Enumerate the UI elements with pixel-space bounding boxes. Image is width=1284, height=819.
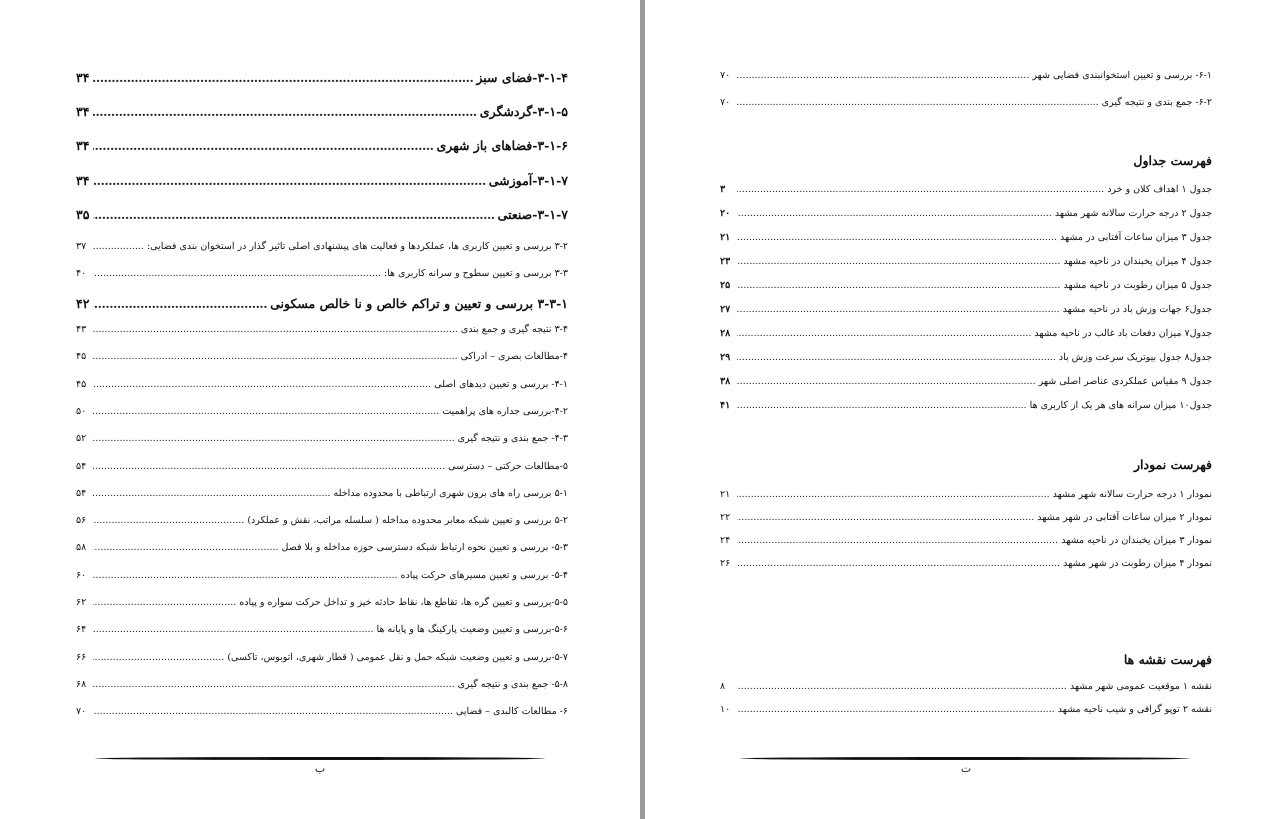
- table-list-row-page-number: ۳: [720, 183, 726, 195]
- table-list-row-page-number: ۲۸: [720, 328, 731, 340]
- chart-list-row-title: نمودار ۳ میزان یخبندان در ناحیه مشهد: [1061, 535, 1212, 547]
- toc-row: [720, 70, 1212, 97]
- dot-leader: [737, 208, 1052, 219]
- dot-leader: [737, 328, 1031, 339]
- toc-row-page-number: ۷۰: [720, 70, 731, 81]
- toc-row-page-number: ۴۳: [76, 324, 87, 336]
- table-list-row-page-number: ۲۷: [720, 304, 731, 316]
- table-list-row-title: جدول۶ جهات وزش باد در ناحیه مشهد: [1062, 304, 1212, 316]
- dot-leader: [93, 433, 455, 444]
- toc-row: [76, 324, 568, 351]
- table-list-row-page-number: ۲۳: [720, 255, 731, 267]
- dot-leader: [93, 104, 477, 119]
- map-list-row-page-number: ۸: [720, 680, 726, 692]
- chart-list-row-page-number: ۲۴: [720, 535, 731, 547]
- toc-section-row-title: ۳-۱-۷-آموزشی: [488, 172, 568, 188]
- table-list-row: [720, 232, 1212, 256]
- dot-leader: [737, 558, 1060, 569]
- toc-row: [76, 652, 568, 679]
- toc-row: [76, 461, 568, 488]
- dot-leader: [93, 488, 331, 499]
- table-list-row: [720, 400, 1212, 424]
- dot-leader: [93, 515, 244, 526]
- dot-leader: [737, 489, 1050, 500]
- toc-section-row-page-number: ۳۴: [76, 70, 90, 85]
- toc-section-row: [76, 207, 568, 241]
- chart-list-row: [720, 489, 1212, 512]
- table-list-row: [720, 352, 1212, 376]
- table-list-row: [720, 376, 1212, 400]
- left-page-letter: ب: [314, 762, 326, 775]
- chart-list-row-page-number: ۲۲: [720, 511, 731, 523]
- table-list-row-page-number: ۲۱: [720, 231, 731, 243]
- toc-section-row-title: ۳-۳-۱ بررسی و تعیین و تراکم خالص و نا خالص مسکونی: [270, 295, 568, 311]
- dot-leader: [737, 97, 1099, 108]
- toc-row-page-number: ۵۰: [76, 405, 87, 417]
- toc-row-title: ۳-۴ نتیجه گیری و جمع بندی: [460, 324, 568, 336]
- dot-leader: [737, 376, 1036, 387]
- map-list-row: [720, 704, 1212, 727]
- toc-row: [76, 433, 568, 460]
- dot-leader: [93, 138, 434, 153]
- dot-leader: [93, 379, 431, 390]
- toc-row-title: ۵-۴- بررسی و تعیین مسیرهای حرکت پیاده: [400, 569, 568, 581]
- map-list-row-title: نقشه ۲ توپو گرافی و شیب ناحیه مشهد: [1057, 704, 1212, 716]
- toc-row: [76, 351, 568, 378]
- dot-leader: [93, 652, 224, 663]
- toc-row-page-number: ۵۲: [76, 433, 87, 445]
- table-list-row: [720, 280, 1212, 304]
- toc-row-title: ۴-۳- جمع بندی و نتیجه گیری: [457, 433, 568, 445]
- toc-row-page-number: ۴۵: [76, 351, 87, 363]
- toc-row: [76, 515, 568, 542]
- toc-row: [76, 406, 568, 433]
- toc-row-title: ۵-۱ بررسی راه های برون شهری ارتباطی با محدوده مداخله: [333, 487, 568, 499]
- toc-row: [76, 679, 568, 706]
- dot-leader: [93, 268, 381, 279]
- table-list-row: [720, 184, 1212, 208]
- table-list-row-page-number: ۳۸: [720, 376, 731, 388]
- chart-list-row-page-number: ۲۱: [720, 488, 731, 500]
- dot-leader: [737, 184, 1104, 195]
- table-list-row: [720, 256, 1212, 280]
- dot-leader: [93, 406, 439, 417]
- chart-list-row-title: نمودار ۴ میزان رطوبت در شهر مشهد: [1063, 558, 1212, 570]
- dot-leader: [93, 173, 486, 188]
- toc-row: [76, 268, 568, 295]
- dot-leader: [737, 304, 1060, 315]
- map-list-row-title: نقشه ۱ موقعیت عمومی شهر مشهد: [1069, 680, 1212, 692]
- tables-heading: فهرست جداول: [1133, 152, 1212, 168]
- toc-section-row-page-number: ۳۴: [76, 138, 90, 154]
- map-list-row-page-number: ۱۰: [720, 704, 731, 716]
- toc-section-row-page-number: ۳۵: [76, 206, 90, 222]
- toc-row-page-number: ۳۷: [76, 240, 87, 252]
- charts-heading: فهرست نمودار: [1134, 456, 1212, 472]
- table-list-row-page-number: ۲۵: [720, 279, 731, 291]
- toc-row-title: ۴-۱- بررسی و تعیین دیدهای اصلی: [434, 378, 568, 390]
- chart-list-row-title: نمودار ۲ میزان ساعات آفتابی در شهر مشهد: [1037, 511, 1212, 523]
- toc-row-title: ۵-۲ بررسی و تعیین شبکه معابر محدوده مداخله ( سلسله مراتب، نقش و عملکرد): [247, 515, 568, 527]
- dot-leader: [93, 296, 267, 311]
- table-list-row: [720, 304, 1212, 328]
- dot-leader: [93, 351, 458, 362]
- table-list-row-page-number: ۲۰: [720, 207, 731, 219]
- toc-row-title: ۵-مطالعات حرکتی – دسترسی: [448, 460, 568, 472]
- toc-section-row-page-number: ۳۴: [76, 172, 90, 188]
- dot-leader: [93, 624, 374, 635]
- toc-row-title: ۳-۲ بررسی و تعیین کاربری ها، عملکردها و فعالیت های پیشنهادی اصلی تاثیر گذار در استخوان بندی فضایی:: [146, 240, 568, 252]
- toc-section-row-title: ۳-۱-۷-صنعتی: [497, 206, 568, 222]
- dot-leader: [737, 352, 1056, 363]
- toc-row-title: ۵-۵-بررسی و تعیین گره ها، تقاطع ها، نقاط حادثه خیز و تداخل حرکت سواره و پیاده: [239, 597, 568, 608]
- toc-row: [76, 488, 568, 515]
- toc-section-row: [76, 104, 568, 138]
- dot-leader: [93, 679, 455, 690]
- toc-row: [76, 624, 568, 651]
- maps-heading: فهرست نقشه ها: [1123, 651, 1212, 667]
- dot-leader: [93, 570, 398, 581]
- toc-row-title: ۴-۲-بررسی جداره های پراهمیت: [442, 405, 568, 417]
- toc-row-title: ۶- مطالعات کالبدی – فضایی: [455, 706, 568, 718]
- dot-leader: [737, 400, 1027, 411]
- table-list-row-title: جدول ۴ میزان یخبندان در ناحیه مشهد: [1063, 255, 1212, 267]
- table-list-row-title: جدول ۳ میزان ساعات آفتابی در مشهد: [1059, 231, 1212, 243]
- toc-row: [76, 706, 568, 733]
- dot-leader: [93, 597, 236, 608]
- dot-leader: [737, 681, 1067, 692]
- toc-row-page-number: ۶۴: [76, 624, 87, 636]
- right-footer-rule: [740, 757, 1190, 760]
- toc-section-row: [76, 70, 568, 104]
- dot-leader: [93, 461, 445, 472]
- table-list-row-title: جدول ۱ اهداف کلان و خرد: [1107, 183, 1212, 195]
- toc-section-row-title: ۳-۱-۴-فضای سبز: [476, 70, 568, 85]
- left-page: [0, 0, 640, 819]
- chart-list-row: [720, 512, 1212, 535]
- table-list-row-title: جدول ۵ میزان رطوبت در ناحیه مشهد: [1063, 279, 1212, 291]
- map-list-row: [720, 681, 1212, 704]
- chart-list-row: [720, 535, 1212, 558]
- toc-row: [76, 597, 568, 624]
- toc-row-title: ۶-۱- بررسی و تعیین استخوانبندی فضایی شهر: [1032, 70, 1212, 81]
- left-footer-rule: [95, 757, 545, 760]
- toc-row-page-number: ۵۴: [76, 460, 87, 472]
- table-list-row-page-number: ۲۹: [720, 352, 731, 364]
- dot-leader: [93, 241, 144, 252]
- right-toc: [720, 70, 1212, 727]
- toc-row-page-number: ۴۰: [76, 268, 87, 280]
- toc-row-page-number: ۶۰: [76, 569, 87, 581]
- toc-row-page-number: ۵۴: [76, 487, 87, 499]
- chart-list-row-title: نمودار ۱ درجه حرارت سالانه شهر مشهد: [1052, 488, 1212, 500]
- toc-section-row-page-number: ۴۲: [76, 295, 90, 311]
- right-page-letter: ت: [960, 762, 972, 775]
- dot-leader: [737, 512, 1034, 523]
- dot-leader: [737, 280, 1060, 291]
- toc-row-title: ۵-۳- بررسی و تعیین نحوه ارتباط شبکه دسترسی حوزه مداخله و بلا فصل: [281, 542, 568, 554]
- toc-row: [76, 241, 568, 268]
- dot-leader: [93, 70, 473, 85]
- toc-row: [76, 542, 568, 569]
- toc-row-page-number: ۵۶: [76, 515, 87, 527]
- dot-leader: [93, 207, 495, 222]
- toc-row: [76, 570, 568, 597]
- toc-row: [720, 97, 1212, 124]
- table-list-row: [720, 208, 1212, 232]
- toc-row: [76, 379, 568, 406]
- toc-row-title: ۵-۷-بررسی و تعیین وضعیت شبکه حمل و نقل عمومی ( قطار شهری، اتوبوس، تاکسی): [227, 651, 568, 663]
- dot-leader: [93, 542, 279, 553]
- table-list-row-title: جدول ۲ درجه حرارت سالانه شهر مشهد: [1054, 207, 1212, 219]
- table-list-row-title: جدول ۹ مقیاس عملکردی عناصر اصلی شهر: [1038, 376, 1212, 388]
- toc-row-title: ۵-۸- جمع بندی و نتیجه گیری: [457, 678, 568, 690]
- toc-row-title: ۴-مطالعات بصری – ادراکی: [460, 351, 568, 363]
- dot-leader: [737, 232, 1057, 243]
- chart-list-row-page-number: ۲۶: [720, 558, 731, 570]
- toc-section-row: [76, 173, 568, 207]
- table-list-row-page-number: ۴۱: [720, 400, 731, 412]
- dot-leader: [737, 70, 1029, 81]
- toc-section-row: [76, 138, 568, 172]
- left-toc: [76, 70, 568, 733]
- toc-row-page-number: ۴۵: [76, 378, 87, 390]
- toc-row-page-number: ۷۰: [76, 706, 87, 718]
- table-list-row-title: جدول۷ میزان دفعات باد غالب در ناحیه مشهد: [1034, 328, 1212, 340]
- chart-list-row: [720, 558, 1212, 581]
- table-list-row-title: جدول۸ جدول بیوتریک سرعت وزش باد: [1058, 352, 1212, 364]
- toc-row-title: ۳-۳ بررسی و تعیین سطوح و سرانه کاربری ها:: [383, 268, 568, 280]
- toc-row-page-number: ۶۶: [76, 651, 87, 663]
- toc-row-page-number: ۵۸: [76, 542, 87, 554]
- toc-row-title: ۶-۲- جمع بندی و نتیجه گیری: [1101, 97, 1212, 109]
- toc-row-page-number: ۷۰: [720, 97, 731, 109]
- table-list-row-title: جدول۱۰ میزان سرانه های هر یک از کاربری ها: [1029, 400, 1212, 412]
- dot-leader: [737, 535, 1058, 546]
- toc-section-row: [76, 296, 568, 325]
- toc-row-title: ۵-۶-بررسی و تعیین وضعیت پارکینگ ها و پایانه ها: [376, 624, 568, 636]
- toc-row-page-number: ۶۸: [76, 678, 87, 690]
- toc-row-page-number: ۶۲: [76, 597, 87, 608]
- dot-leader: [737, 256, 1060, 267]
- dot-leader: [93, 706, 453, 717]
- dot-leader: [737, 704, 1055, 715]
- toc-section-row-title: ۳-۱-۵-گردشگری: [479, 104, 568, 120]
- toc-section-row-title: ۳-۱-۶-فضاهای باز شهری: [436, 138, 568, 154]
- toc-section-row-page-number: ۳۴: [76, 104, 90, 120]
- dot-leader: [93, 324, 458, 335]
- table-list-row: [720, 328, 1212, 352]
